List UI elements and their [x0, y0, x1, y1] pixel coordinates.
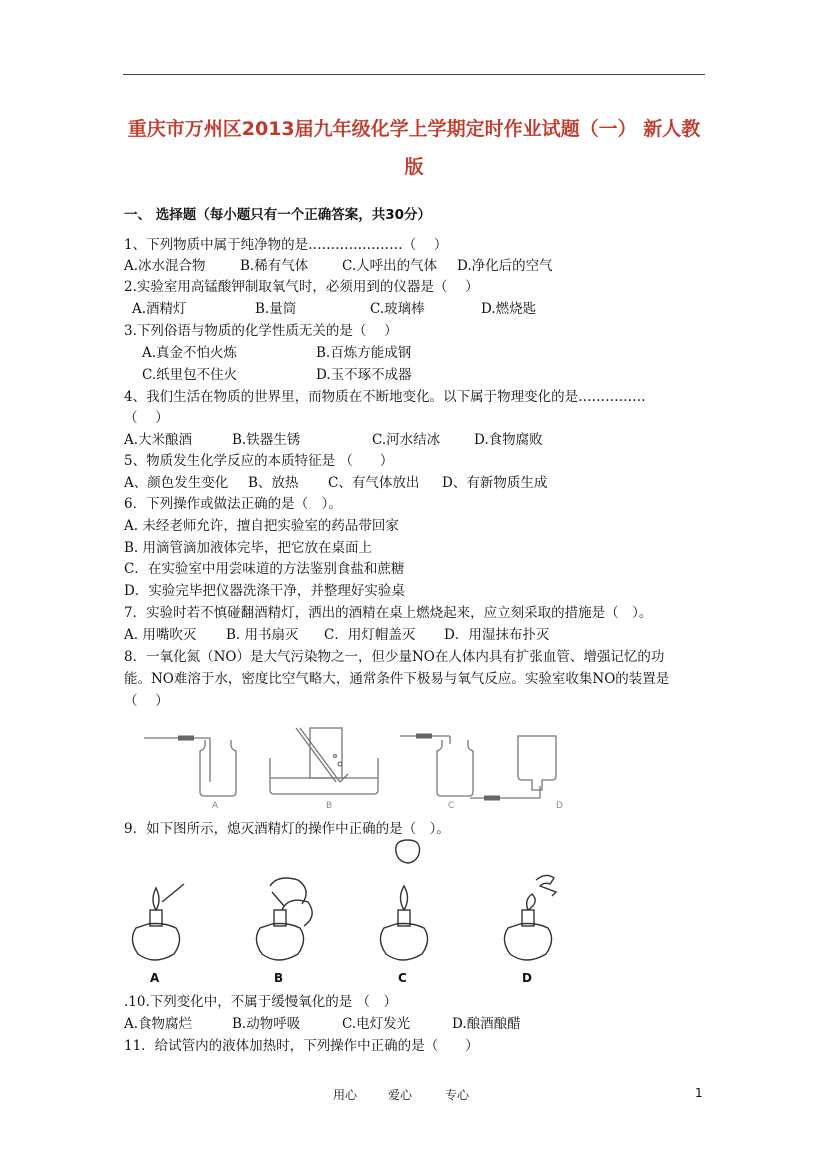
question-5-stem: 5、物质发生化学反应的本质特征是 （ ）	[124, 453, 394, 469]
q7-option-a: A. 用嘴吹灭	[124, 627, 197, 643]
figure8-label-d: D	[556, 801, 563, 808]
q3-option-c: C.纸里包不住火	[142, 367, 238, 383]
q5-option-a: A、颜色发生变化	[124, 475, 229, 491]
q2-option-c: C.玻璃棒	[370, 301, 425, 317]
q2-option-d: D.燃烧匙	[481, 301, 537, 317]
question-2-stem: 2.实验室用高锰酸钾制取氧气时，必须用到的仪器是（ ）	[124, 279, 479, 295]
q1-option-b: B.稀有气体	[240, 258, 309, 274]
q10-option-d: D.酿酒酿醋	[452, 1016, 521, 1032]
figure9-label-d: D	[522, 971, 532, 985]
figure8-label-a: A	[212, 801, 219, 808]
q1-option-a: A.冰水混合物	[124, 258, 206, 274]
question-1-stem: 1、下列物质中属于纯净物的是…………………（ ）	[124, 237, 448, 253]
q2-option-a: A.酒精灯	[132, 301, 187, 317]
gas-collection-figure	[140, 724, 580, 808]
footer-left-text: 用心	[333, 1088, 358, 1102]
q5-option-d: D、有新物质生成	[442, 475, 548, 491]
q7-option-d: D．用湿抹布扑灭	[444, 627, 550, 643]
question-6-stem: 6．下列操作或做法正确的是（ ）。	[124, 496, 342, 512]
question-4-stem-continued: （ ）	[124, 410, 169, 426]
question-3-options-row2	[124, 363, 624, 381]
question-10-stem: .10.下列变化中，不属于缓慢氧化的是 （ ）	[124, 994, 398, 1010]
question-2-options	[124, 297, 624, 315]
q10-option-a: A.食物腐烂	[124, 1016, 193, 1032]
document-title-continued: 版	[404, 156, 424, 178]
q3-option-a: A.真金不怕火炼	[142, 345, 238, 361]
q4-option-b: B.铁器生锈	[232, 432, 301, 448]
q3-option-b: B.百炼方能成钢	[316, 345, 412, 361]
question-10-options	[124, 1012, 624, 1030]
q6-option-c: C．在实验室中用尝味道的方法鉴别食盐和蔗糖	[124, 561, 405, 577]
question-1-options	[124, 254, 624, 272]
question-4-stem: 4、我们生活在物质的世界里，而物质在不断地变化。以下属于物理变化的是……………	[124, 389, 646, 405]
question-8-stem: 8．一氧化氮（NO）是大气污染物之一，但少量NO在人体内具有扩张血管、增强记忆的功	[124, 649, 665, 665]
question-7-options	[124, 623, 624, 641]
q4-option-c: C.河水结冰	[372, 432, 441, 448]
q6-option-a: A. 未经老师允许，擅自把实验室的药品带回家	[124, 518, 399, 534]
figure9-label-b: B	[274, 971, 284, 985]
question-4-options	[124, 428, 624, 446]
section-heading: 一、 选择题	[124, 207, 197, 223]
question-11-stem: 11．给试管内的液体加热时，下列操作中正确的是（ ）	[124, 1038, 479, 1054]
q4-option-a: A.大米酿酒	[124, 432, 193, 448]
q1-option-d: D.净化后的空气	[457, 258, 553, 274]
q1-option-c: C.人呼出的气体	[342, 258, 438, 274]
q5-option-b: B、放热	[248, 475, 299, 491]
footer-right-text: 专心	[445, 1088, 470, 1102]
q7-option-c: C．用灯帽盖灭	[324, 627, 416, 643]
q6-option-d: D．实验完毕把仪器洗涤干净，并整理好实验桌	[124, 583, 405, 599]
question-8-stem-line3: （ ）	[124, 693, 169, 709]
q6-option-b: B. 用滴管滴加液体完毕，把它放在桌面上	[124, 540, 373, 556]
section-heading-row	[124, 203, 431, 223]
q5-option-c: C、有气体放出	[328, 475, 420, 491]
q10-option-b: B.动物呼吸	[232, 1016, 301, 1032]
question-5-options	[124, 471, 624, 489]
q2-option-b: B.量筒	[255, 301, 297, 317]
page-number: 1	[695, 1086, 703, 1100]
footer-middle-text: 爱心	[388, 1088, 413, 1102]
alcohol-lamp-figure	[124, 836, 564, 986]
question-8-stem-line2: 能。NO难溶于水，密度比空气略大，通常条件下极易与氧气反应。实验室收集NO的装置是	[124, 671, 670, 687]
figure9-label-a: A	[150, 971, 160, 985]
section-note: （每小题只有一个正确答案，共30分）	[196, 207, 431, 223]
question-3-stem: 3.下列俗语与物质的化学性质无关的是（ ）	[124, 323, 398, 339]
q7-option-b: B. 用书扇灭	[226, 627, 299, 643]
q10-option-c: C.电灯发光	[342, 1016, 411, 1032]
document-title: 重庆市万州区2013届九年级化学上学期定时作业试题（一） 新人教	[127, 118, 701, 140]
figure8-label-b: B	[326, 801, 333, 808]
q3-option-d: D.玉不琢不成器	[316, 367, 412, 383]
question-7-stem: 7．实验时若不慎碰翻酒精灯，洒出的酒精在桌上燃烧起来，应立刻采取的措施是（ ）。	[124, 605, 653, 621]
question-9-stem: 9．如下图所示，熄灭酒精灯的操作中正确的是（ ）。	[124, 821, 450, 837]
figure9-label-c: C	[398, 971, 407, 985]
figure8-label-c: C	[448, 801, 455, 808]
q4-option-d: D.食物腐败	[474, 432, 543, 448]
question-3-options-row1	[124, 341, 624, 359]
header-rule	[123, 74, 705, 75]
